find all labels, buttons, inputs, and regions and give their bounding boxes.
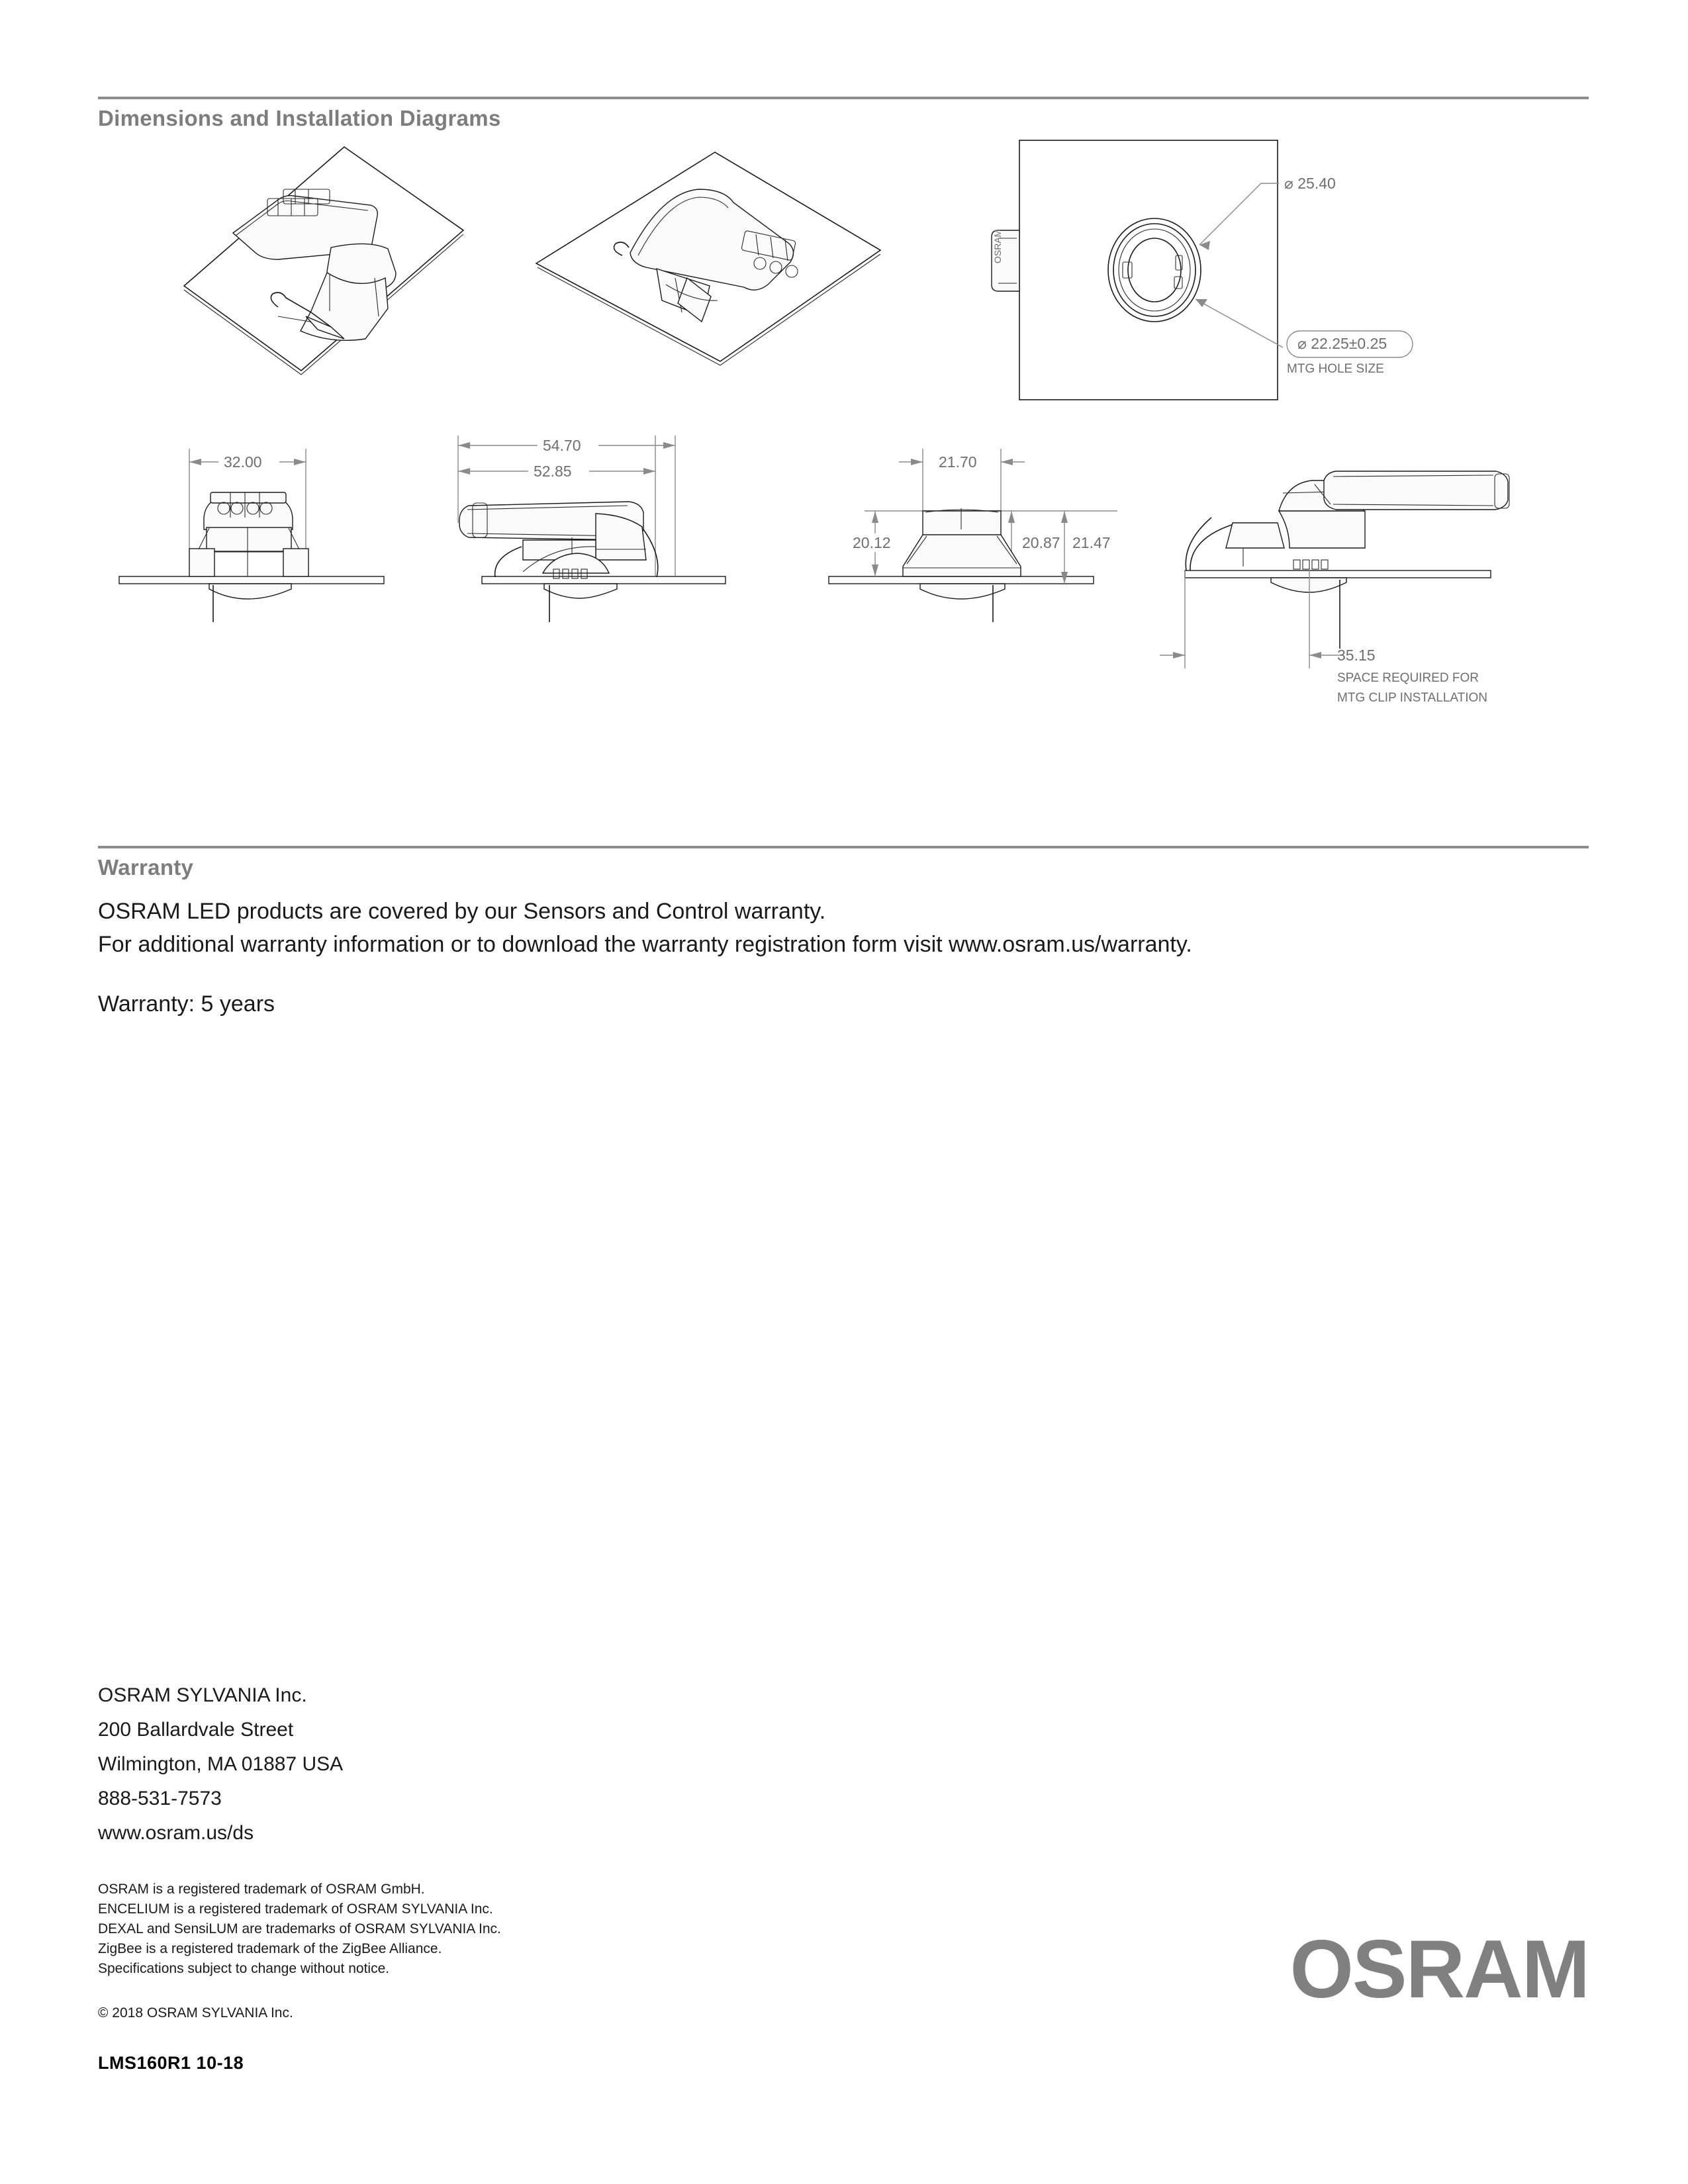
warranty-section-title: Warranty bbox=[98, 855, 194, 880]
mtg-hole-size-label: ⌀ 22.25±0.25 bbox=[1297, 335, 1387, 352]
footer-website[interactable]: www.osram.us/ds bbox=[98, 1822, 254, 1844]
legal-line-5: Specifications subject to change without notice. bbox=[98, 1961, 390, 1976]
side-view bbox=[458, 435, 726, 622]
osram-logo: OSRAM bbox=[1289, 1924, 1589, 2015]
footer-company: OSRAM SYLVANIA Inc. bbox=[98, 1684, 307, 1706]
copyright-notice: © 2018 OSRAM SYLVANIA Inc. bbox=[98, 2005, 293, 2021]
side-view-body-label: 52.85 bbox=[534, 463, 572, 480]
section-view-top-width-label: 21.70 bbox=[939, 453, 977, 471]
legal-line-4: ZigBee is a registered trademark of the ZigBee Alliance. bbox=[98, 1941, 442, 1956]
clearance-note-line2: MTG CLIP INSTALLATION bbox=[1337, 691, 1487, 705]
front-view bbox=[119, 449, 384, 622]
dimensions-drawings bbox=[0, 0, 1688, 754]
clearance-view bbox=[1160, 471, 1509, 705]
footer-city-state-zip: Wilmington, MA 01887 USA bbox=[98, 1753, 344, 1775]
section-view-height-right-label: 21.47 bbox=[1072, 534, 1111, 551]
dimensions-section-title: Dimensions and Installation Diagrams bbox=[98, 106, 501, 130]
section-view-height-mid-label: 20.87 bbox=[1022, 534, 1060, 551]
legal-line-3: DEXAL and SensiLUM are trademarks of OSRAM SYLVANIA Inc. bbox=[98, 1921, 501, 1936]
document-code: LMS160R1 10-18 bbox=[98, 2053, 244, 2073]
iso-view-left bbox=[184, 147, 463, 375]
clearance-note-line1: SPACE REQUIRED FOR bbox=[1337, 671, 1479, 685]
hole-outer-diameter-label: ⌀ 25.40 bbox=[1284, 175, 1336, 192]
warranty-term: Warranty: 5 years bbox=[98, 991, 275, 1017]
clearance-label: 35.15 bbox=[1337, 647, 1376, 664]
section-view-height-left-label: 20.12 bbox=[853, 534, 891, 551]
svg-text:OSRAM: OSRAM bbox=[992, 229, 1003, 263]
warranty-line-2: For additional warranty information or to download the warranty registration form visit www.osram.us/warranty. bbox=[98, 932, 1192, 957]
mtg-hole-size-caption: MTG HOLE SIZE bbox=[1287, 362, 1384, 376]
iso-view-middle bbox=[536, 152, 880, 365]
front-view-width-label: 32.00 bbox=[224, 453, 262, 471]
legal-line-2: ENCELIUM is a registered trademark of OSRAM SYLVANIA Inc. bbox=[98, 1901, 493, 1917]
warranty-section-rule bbox=[98, 846, 1589, 848]
warranty-line-1: OSRAM LED products are covered by our Sensors and Control warranty. bbox=[98, 899, 826, 924]
side-view-overall-label: 54.70 bbox=[543, 437, 581, 454]
section-view bbox=[829, 449, 1117, 622]
footer-phone: 888-531-7573 bbox=[98, 1788, 222, 1809]
legal-line-1: OSRAM is a registered trademark of OSRAM GmbH. bbox=[98, 1882, 425, 1897]
footer-street: 200 Ballardvale Street bbox=[98, 1719, 294, 1741]
mounting-hole-detail bbox=[992, 140, 1413, 400]
